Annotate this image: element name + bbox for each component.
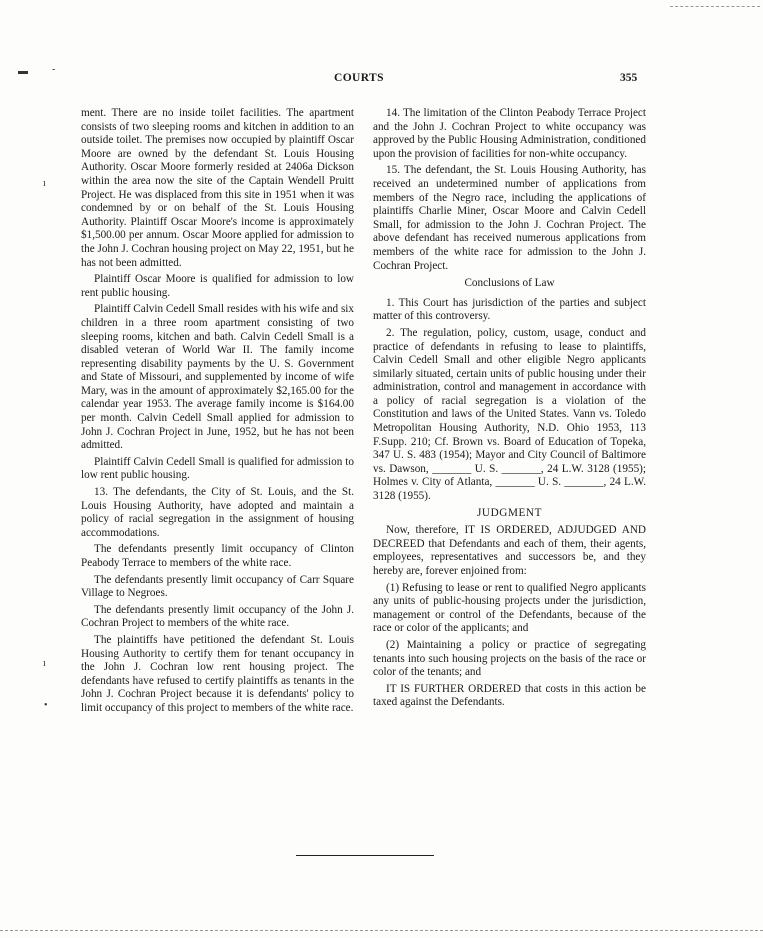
- judgment-paragraph: (2) Maintaining a policy or practice of segregating tenants into such housing projects on the basis of the race or color of the tenants; and: [373, 638, 646, 679]
- margin-mark: -: [52, 64, 56, 75]
- judgment-paragraph: Now, therefore, IT IS ORDERED, ADJUDGED AND DECREED that Defendants and each of them, their agents, employees, representatives and successors be, and they hereby are, forever enjoined from:: [373, 524, 646, 577]
- judgment-heading: JUDGMENT: [476, 506, 543, 519]
- paragraph: Plaintiff Oscar Moore is qualified for admission to low rent public housing.: [81, 273, 354, 299]
- judgment-paragraph: (1) Refusing to lease or rent to qualified Negro applicants any units of public-housing projects under the jurisdiction, management or control of the Defendants, because of the race or color of the applicants; and: [373, 581, 646, 635]
- scan-edge: [0, 930, 763, 931]
- paragraph: Plaintiff Calvin Cedell Small is qualified for admission to low rent public housing.: [81, 455, 354, 482]
- margin-mark: •: [44, 700, 48, 711]
- paragraph: The defendants presently limit occupancy of Carr Square Village to Negroes.: [81, 573, 354, 600]
- margin-mark: ı: [43, 178, 46, 189]
- paragraph: Plaintiff Calvin Cedell Small resides with his wife and six children in a three room apartment consisting of two sleeping rooms, kitchen and bath. Calvin Cedell Small is a disabled veteran of World War II. The family income representing disability payments by the U. S. Government and State of Missouri, and supplemented by income of wife Mary, was in the amount of approximately $2,165.00 for the calendar year 1953. The average family income is $164.00 per month. Calvin Cedell Small applied for admission to John J. Cochran Project in June, 1952, but he has not been admitted.: [81, 303, 354, 452]
- paragraph: The defendants presently limit occupancy of Clinton Peabody Terrace to members of the white race.: [81, 543, 354, 569]
- end-rule: [296, 855, 434, 856]
- paragraph: The plaintiffs have petitioned the defendant St. Louis Housing Authority to certify them for tenant occupancy in the John J. Cochran low rent housing project. The defendants have refused to certify plaintiffs as tenants in the John J. Cochran Project because it is defendants' policy to limit occupancy of this project to members of the white race.: [81, 633, 354, 714]
- conclusion-paragraph: 2. The regulation, policy, custom, usage, conduct and practice of defendants in refusing to lease to plaintiffs, Calvin Cedell Small and other eligible Negro applicants similarly situated, certain units of public housing under their administration, control and management in accordance with a policy of racial segregation is a violation of the Constitution and laws of the United States. Vann vs. Toledo Metropolitan Housing Authority, N.D. Ohio 1953, 113 F.Supp. 210; Cf. Brown vs. Board of Education of Topeka, 347 U. S. 483 (1954); Mayor and City Council of Baltimore vs. Dawson, _______ U. S. _______, 24 L.W. 3128 (1955); Holmes v. City of Atlanta, _______ U. S. _______, 24 L.W. 3128 (1955).: [373, 326, 646, 503]
- running-head: COURTS: [334, 72, 384, 84]
- paragraph: 13. The defendants, the City of St. Louis, and the St. Louis Housing Authority, have adopted and maintain a policy of racial segregation in the assignment of housing accommodations.: [81, 486, 354, 539]
- left-column: [81, 107, 354, 719]
- conclusions-heading: Conclusions of Law: [464, 277, 555, 290]
- finding-paragraph: 14. The limitation of the Clinton Peabody Terrace Project and the John J. Cochran Project to white occupancy was approved by the Public Housing Administration, conditioned upon the provision of facilities for non-white occupancy.: [373, 107, 646, 160]
- paragraph: The defendants presently limit occupancy of the John J. Cochran Project to members of the white race.: [81, 603, 354, 630]
- right-column: [373, 107, 646, 713]
- margin-mark: ı: [43, 658, 46, 669]
- finding-paragraph: 15. The defendant, the St. Louis Housing Authority, has received an undetermined number of applications from members of the Negro race, including the applications of plaintiffs Charlie Miner, Oscar Moore and Calvin Cedell Small, for admission to the John J. Cochran Project. The above defendant has received numerous applications from members of the white race for admission to the John J. Cochran Project.: [373, 164, 646, 272]
- judgment-paragraph: IT IS FURTHER ORDERED that costs in this action be taxed against the Defendants.: [373, 682, 646, 709]
- scan-edge: [670, 6, 760, 7]
- conclusion-paragraph: 1. This Court has jurisdiction of the parties and subject matter of this controversy.: [373, 296, 646, 323]
- page-number: 355: [620, 72, 638, 84]
- margin-mark: ▬: [18, 66, 28, 77]
- paragraph: ment. There are no inside toilet facilities. The apartment consists of two sleeping rooms and kitchen in addition to an outside toilet. The premises now occupied by plaintiff Oscar Moore are owned by the defendant St. Louis Housing Authority. Oscar Moore formerly resided at 2406a Dickson within the area now the site of the Captain Wendell Pruitt Project. He was displaced from this site in 1951 when it was condemned by or on behalf of the St. Louis Housing Authority. Plaintiff Oscar Moore's income is approximately $1,500.00 per annum. Oscar Moore applied for admission to the John J. Cochran housing project on May 22, 1951, but he has not been admitted.: [81, 107, 354, 269]
